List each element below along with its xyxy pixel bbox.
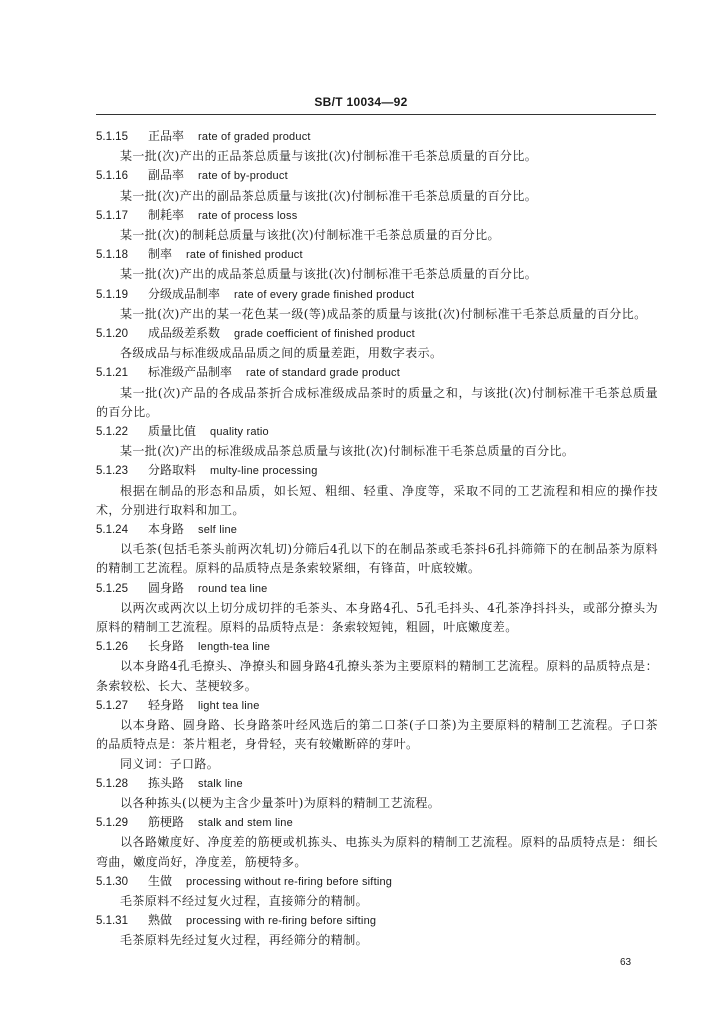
term-heading (96, 363, 658, 383)
term-heading (96, 696, 658, 716)
term-definition: 某一批(次)产品的各成品茶折合成标准级成品茶时的质量之和，与该批(次)付制标准干毛茶总质量的百分比。 (96, 385, 658, 419)
term-chinese: 成品级差系数 (148, 326, 221, 341)
term-entry (96, 520, 658, 579)
term-english: processing without re-firing before sifting (186, 875, 393, 888)
term-heading (96, 245, 658, 265)
term-chinese: 分级成品制率 (148, 286, 221, 301)
term-definition: 以本身路、圆身路、长身路茶叶经风选后的第二口茶(子口茶)为主要原料的精制工艺流程。子口茶的品质特点是：茶片粗老，身骨轻，夹有较嫩断碎的芽叶。 (96, 718, 658, 752)
term-entry (96, 579, 658, 638)
term-chinese: 轻身路 (148, 697, 185, 712)
term-english: self line (198, 524, 238, 537)
term-heading (96, 872, 658, 892)
term-chinese: 本身路 (148, 522, 185, 537)
term-heading (96, 324, 658, 344)
term-number: 5.1.18 (96, 249, 128, 262)
term-english: light tea line (198, 699, 260, 712)
term-number: 5.1.15 (96, 131, 128, 143)
term-chinese: 标准级产品制率 (148, 365, 233, 380)
page-number: 63 (620, 957, 632, 968)
term-entry (96, 245, 658, 284)
term-definition: 同义词：子口路。 (120, 756, 220, 771)
term-definition: 根据在制品的形态和品质，如长短、粗细、轻重、净度等，采取不同的工艺流程和相应的操作技术，分别进行取料和加工。 (96, 483, 658, 517)
term-english: rate of by-product (198, 170, 288, 183)
term-english: stalk line (198, 777, 243, 790)
term-entry (96, 206, 658, 245)
term-number: 5.1.23 (96, 465, 128, 478)
term-chinese: 制耗率 (148, 207, 185, 222)
term-entry (96, 285, 658, 324)
term-heading (96, 579, 658, 599)
term-entry (96, 774, 658, 813)
term-number: 5.1.28 (96, 777, 128, 790)
term-heading (96, 461, 658, 481)
term-number: 5.1.21 (96, 367, 128, 380)
term-chinese: 熟做 (148, 913, 173, 928)
term-chinese: 正品率 (148, 129, 185, 143)
term-number: 5.1.31 (96, 915, 128, 928)
term-heading (96, 774, 658, 794)
term-definition: 以两次或两次以上切分成切拌的毛茶头、本身路4孔、5孔毛抖头、4孔茶净抖抖头，或部分撩头为原料的精制工艺流程。原料的品质特点是：条索较短钝，粗圆，叶底嫩度差。 (96, 600, 658, 635)
term-heading (96, 166, 658, 186)
document-code-header: SB/T 10034—92 (314, 95, 408, 109)
term-english: round tea line (198, 582, 268, 595)
term-definition: 某一批(次)产出的某一花色某一级(等)成品茶的质量与该批(次)付制标准干毛茶总质量的百分比。 (120, 306, 647, 321)
term-definition: 各级成品与标准级成品品质之间的质量差距，用数字表示。 (120, 346, 443, 361)
term-definition: 以本身路4孔毛撩头、净撩头和圆身路4孔撩头茶为主要原料的精制工艺流程。原料的品质特点是：条索较松、长大、茎梗较多。 (96, 659, 658, 693)
term-english: grade coefficient of finished product (234, 328, 415, 341)
term-number: 5.1.25 (96, 582, 128, 595)
term-number: 5.1.24 (96, 524, 128, 537)
term-entry (96, 872, 658, 911)
term-number: 5.1.27 (96, 699, 128, 712)
term-heading (96, 422, 658, 442)
term-number: 5.1.30 (96, 875, 128, 888)
term-entry (96, 813, 658, 872)
term-entry (96, 911, 658, 950)
term-chinese: 分路取料 (148, 463, 197, 478)
term-number: 5.1.26 (96, 641, 128, 654)
term-entry (96, 324, 658, 363)
term-definition: 毛茶原料先经过复火过程，再经筛分的精制。 (120, 933, 369, 948)
term-number: 5.1.17 (96, 209, 128, 222)
term-chinese: 筋梗路 (148, 815, 185, 830)
term-english: multy-line processing (210, 465, 318, 478)
term-entry (96, 127, 658, 166)
term-definition: 某一批(次)产出的副品茶总质量与该批(次)付制标准干毛茶总质量的百分比。 (120, 188, 538, 203)
term-entry (96, 637, 658, 696)
term-chinese: 长身路 (148, 639, 185, 654)
term-english: length-tea line (198, 641, 271, 654)
header-rule (96, 114, 656, 115)
term-number: 5.1.22 (96, 426, 128, 439)
term-english: stalk and stem line (198, 817, 293, 830)
term-heading (96, 520, 658, 540)
term-chinese: 副品率 (148, 168, 185, 183)
term-number: 5.1.19 (96, 288, 128, 301)
term-chinese: 生做 (148, 873, 173, 888)
term-english: rate of every grade finished product (234, 288, 415, 301)
term-definition: 以毛茶(包括毛茶头前两次轧切)分筛后4孔以下的在制品茶或毛茶抖6孔抖筛筛下的在制品茶为原料的精制工艺流程。原料的品质特点是条索较紧细，有锋苗，叶底较嫩。 (96, 542, 658, 576)
term-heading (96, 285, 658, 305)
term-entry (96, 696, 658, 774)
term-entry (96, 422, 658, 461)
term-english: rate of finished product (186, 249, 303, 262)
term-heading (96, 637, 658, 657)
term-definition: 某一批(次)产出的正品茶总质量与该批(次)付制标准干毛茶总质量的百分比。 (120, 149, 538, 164)
term-heading (96, 127, 658, 147)
term-heading (96, 206, 658, 226)
term-entry (96, 461, 658, 520)
term-number: 5.1.29 (96, 817, 128, 830)
term-heading (96, 813, 658, 833)
term-english: rate of graded product (198, 131, 311, 143)
term-definition: 毛茶原料不经过复火过程，直接筛分的精制。 (120, 893, 369, 908)
term-chinese: 拣头路 (148, 775, 185, 790)
term-english: rate of standard grade product (246, 367, 400, 380)
term-chinese: 制率 (148, 247, 173, 262)
term-definition: 某一批(次)产出的成品茶总质量与该批(次)付制标准干毛茶总质量的百分比。 (120, 267, 538, 282)
term-number: 5.1.20 (96, 328, 128, 341)
term-chinese: 质量比值 (148, 424, 197, 439)
term-number: 5.1.16 (96, 170, 128, 183)
term-definition: 以各路嫩度好、净度差的筋梗或机拣头、电拣头为原料的精制工艺流程。原料的品质特点是：细长弯曲，嫩度尚好，净度差，筋梗特多。 (96, 835, 658, 869)
term-definition: 某一批(次)的制耗总质量与该批(次)付制标准干毛茶总质量的百分比。 (120, 228, 500, 243)
term-definition: 某一批(次)产出的标准级成品茶总质量与该批(次)付制标准干毛茶总质量的百分比。 (120, 444, 575, 459)
term-chinese: 圆身路 (148, 580, 185, 595)
term-english: processing with re-firing before sifting (186, 915, 377, 928)
term-entry (96, 363, 658, 422)
term-entry (96, 166, 658, 205)
term-heading (96, 911, 658, 931)
term-english: quality ratio (210, 426, 269, 439)
term-definition: 以各种拣头(以梗为主含少量茶叶)为原料的精制工艺流程。 (120, 795, 441, 810)
term-english: rate of process loss (198, 209, 298, 222)
terms-list (96, 127, 658, 951)
